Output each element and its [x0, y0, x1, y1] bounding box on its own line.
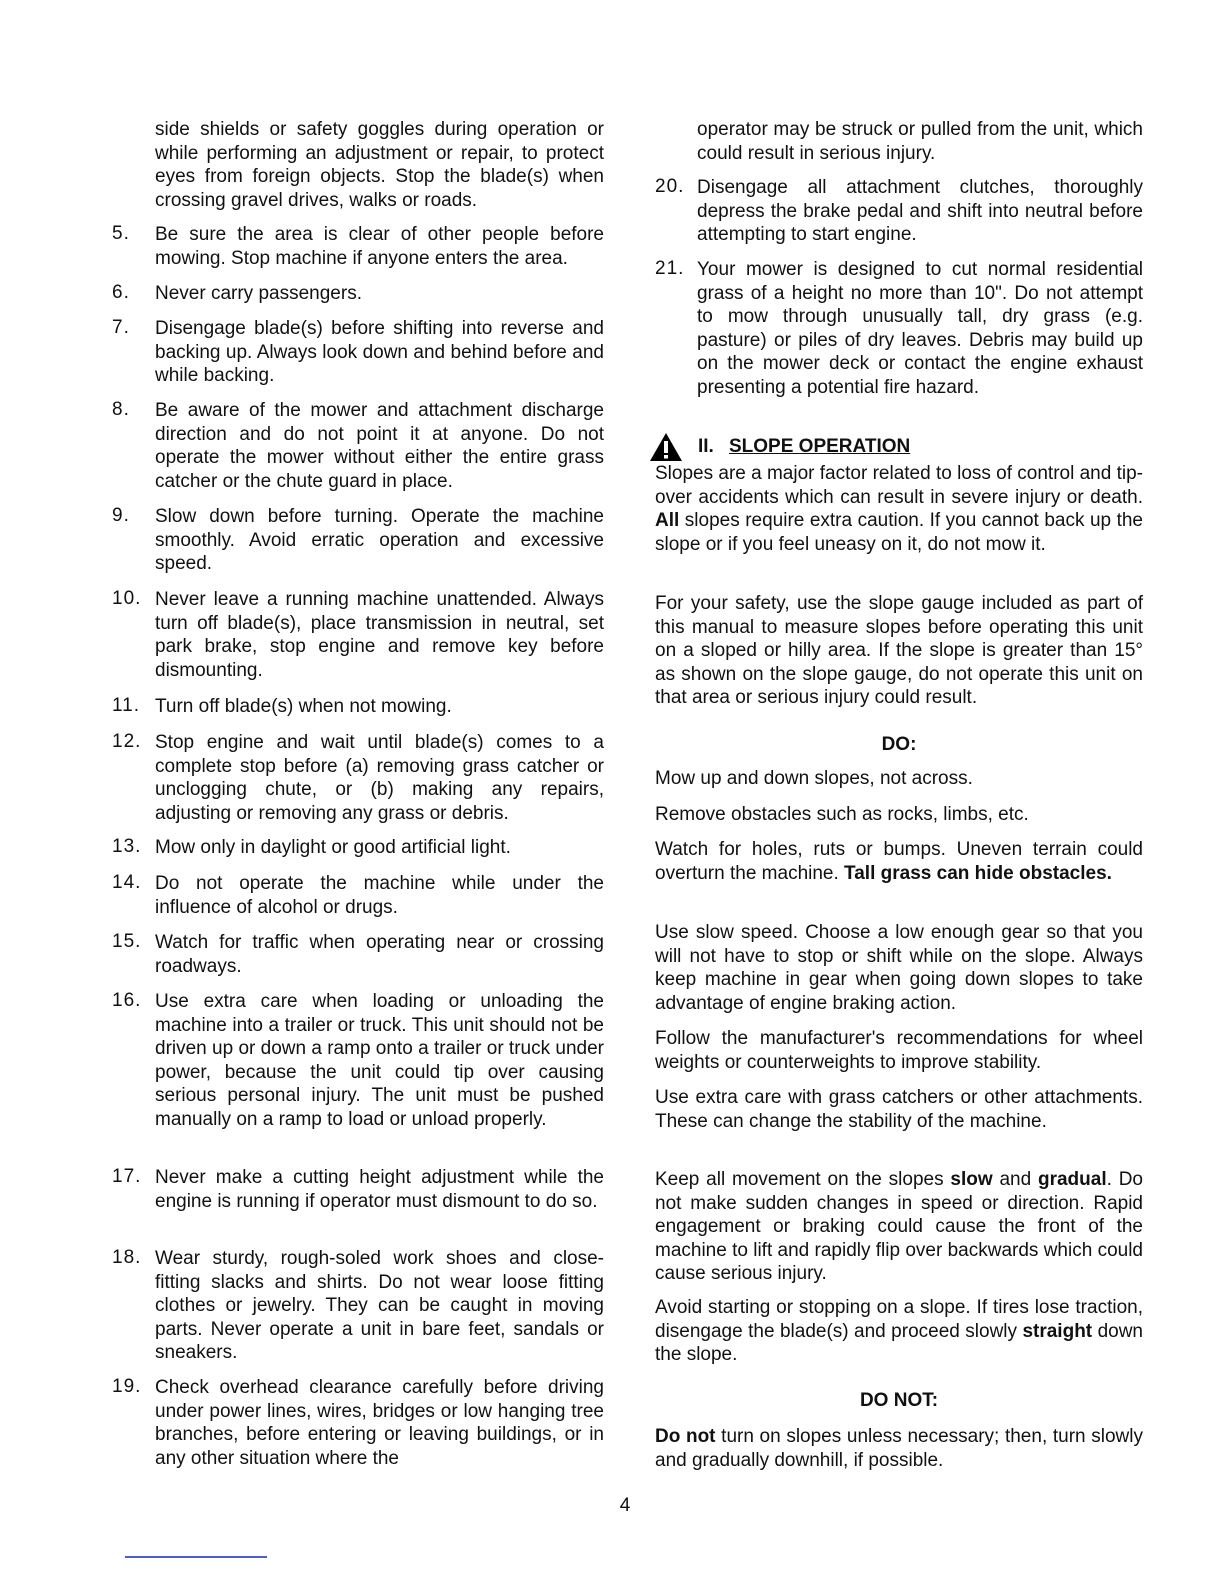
list-item-text: Be aware of the mower and attachment discharge direction and do not point it at anyone. Do not operate the mower without either the entire grass catcher or the chute guard in place. [155, 400, 604, 492]
list-item-text: Watch for traffic when operating near or crossing roadways. [155, 932, 604, 977]
do-item: Follow the manufacturer's recommendations for wheel weights or counterweights to improve stability. [655, 1028, 1143, 1073]
slope-intro-paragraph: Slopes are a major factor related to loss of control and tip-over accidents which can result in severe injury or death. All slopes require extra caution. If you cannot back up the slope or if you feel uneasy on it, do not mow it. [655, 463, 1143, 555]
scan-edge-line [125, 1556, 267, 1558]
list-item-text: Do not operate the machine while under the influence of alcohol or drugs. [155, 873, 604, 918]
do-not-heading: DO NOT: [859, 1390, 939, 1411]
list-item-text: Mow only in daylight or good artificial light. [155, 837, 511, 858]
do-heading: DO: [881, 734, 917, 755]
section-heading-slope-operation [655, 432, 1143, 462]
slope-gauge-paragraph: For your safety, use the slope gauge included as part of this manual to measure slopes before operating this unit on a sloped or hilly area. If the slope is greater than 15° as shown on the slope gauge, do not operate this unit on that area or serious injury could result. [655, 593, 1143, 708]
do-item: Avoid starting or stopping on a slope. If tires lose traction, disengage the blade(s) and proceed slowly straight down the slope. [655, 1297, 1143, 1365]
list-item-text: Stop engine and wait until blade(s) comes to a complete stop before (a) removing grass catcher or unclogging chute, or (b) making any repairs, adjusting or removing any grass or debris. [155, 732, 604, 824]
section-title: SLOPE OPERATION [729, 436, 911, 457]
list-item-text: Turn off blade(s) when not mowing. [155, 696, 452, 717]
list-item-text: Disengage all attachment clutches, thoroughly depress the brake pedal and shift into neutral before attempting to start engine. [697, 177, 1143, 245]
do-item: Use extra care with grass catchers or other attachments. These can change the stability of the machine. [655, 1087, 1143, 1132]
list-item-text: Never make a cutting height adjustment while the engine is running if operator must dismount to do so. [155, 1167, 604, 1212]
list-item-text: Disengage blade(s) before shifting into reverse and backing up. Always look down and behind before and while backing. [155, 318, 604, 386]
list-item-text: Never leave a running machine unattended. Always turn off blade(s), place transmission in neutral, set park brake, stop engine and remove key before dismounting. [155, 589, 604, 681]
list-item-text: Be sure the area is clear of other people before mowing. Stop machine if anyone enters the area. [155, 224, 604, 269]
do-item: Watch for holes, ruts or bumps. Uneven terrain could overturn the machine. Tall grass can hide obstacles. [655, 839, 1143, 884]
warning-triangle-icon [649, 432, 683, 462]
do-item: Remove obstacles such as rocks, limbs, etc. [655, 804, 1029, 825]
list-item-text: Slow down before turning. Operate the machine smoothly. Avoid erratic operation and excessive speed. [155, 506, 604, 574]
list-item-text: Wear sturdy, rough-soled work shoes and close-fitting slacks and shirts. Do not wear loose fitting clothes or jewelry. They can be caught in moving parts. Never operate a unit in bare feet, sandals or sneakers. [155, 1248, 604, 1363]
section-number: II. [698, 436, 714, 457]
right-continuation-text: operator may be struck or pulled from the unit, which could result in serious injury. [697, 119, 1143, 164]
list-item-text: Never carry passengers. [155, 283, 362, 304]
manual-page: side shields or safety goggles during operation or while performing an adjustment or repair, to protect eyes from foreign objects. Stop the blade(s) when crossing gravel drives, walks or roads. 5. Be sure the area is clear of other people before mowing. Stop machine if anyone enters the area. 6. Never carry passengers. 7. Disengage blade(s) before shifting into reverse and backing up. Always look down and behind before and while backing. 8. Be aware of the mower and attachment discharge direction and do not point it at anyone. Do not operate the mower without either the entire grass catcher or the chute guard in place. 9. Slow down before turning. Operate the machine smoothly. Avoid erratic operation and excessive speed. 10. Never leave a running machine unattended. Always turn off blade(s), place transmission in neutral, set park brake, stop engine and remove key before dismounting. 11. Turn off blade(s) when not mowing. 12. Stop engine and wait until blade(s) comes to a complete stop before (a) removing grass catcher or unclogging chute, or (b) making any repairs, adjusting or removing any grass or debris. 13. Mow only in daylight or good artificial light. 14. Do not operate the machine while under the influence of alcohol or drugs. 15. Watch for traffic when operating near or crossing roadways. 16. Use extra care when loading or unloading the machine into a trailer or truck. This unit should not be driven up or down a ramp onto a trailer or truck under power, because the unit could tip over causing serious personal injury. The unit must be pushed manually on a ramp to load or unload properly. 17. Never make a cutting height adjustment while the engine is running if operator must dismount to do so. 18. Wear sturdy, rough-soled work shoes and close-fitting slacks and shirts. Do not wear loose fitting clothes or jewelry. They can be caught in moving parts. Never operate a unit in bare feet, sandals or sneakers. 19. Check overhead clearance carefully before driving under power lines, wires, bridges or low hanging tree branches, before entering or leaving buildings, or in any other situation where the operator may be struck or pulled from the unit, which could result in serious injury. 20. Disengage all attachment clutches, thoroughly depress the brake pedal and shift into neutral before attempting to start engine. 21. Your mower is designed to cut normal residential grass of a height no more than 10". Do not attempt to mow through unusually tall, dry grass (e.g. pasture) or piles of dry leaves. Debris may build up on the mower deck or contact the engine exhaust presenting a potential fire hazard. II. SLOPE OPERATION Slopes are a major factor related to loss of control and tip-over accidents which can result in severe injury or death. All slopes require extra caution. If you cannot back up the slope or if you feel uneasy on it, do not mow it. For your safety, use the slope gauge included as part of this manual to measure slopes before operating this unit on a sloped or hilly area. If the slope is greater than 15° as shown on the slope gauge, do not operate this unit on that area or serious injury could result. DO: Mow up and down slopes, not across. Remove obstacles such as rocks, limbs, etc. Watch for holes, ruts or bumps. Uneven terrain could overturn the machine. Tall grass can hide obstacles. Use slow speed. Choose a low enough gear so that you will not have to stop or shift while on the slope. Always keep machine in gear when going down slopes to take advantage of engine braking action. Follow the manufacturer's recommendations for wheel weights or counterweights to improve stability. Use extra care with grass catchers or other attachments. These can change the stability of the machine. Keep all movement on the slopes slow and gradual. Do not make sudden changes in speed or direction. Rapid engagement or braking could cause the front of the machine to lift and rapidly flip over backwards which could cause serious injury. Avoid starting or stopping on a slope. If tires lose traction, disengage the blade(s) and proceed slowly straight down the slope. DO NOT: Do not turn on slopes unless necessary; then, turn slowly and gradually downhill, if possible. 4 [0, 0, 1224, 1584]
left-continuation-text: side shields or safety goggles during operation or while performing an adjustment or repair, to protect eyes from foreign objects. Stop the blade(s) when crossing gravel drives, walks or roads. [155, 119, 604, 211]
do-item: Use slow speed. Choose a low enough gear so that you will not have to stop or shift while on the slope. Always keep machine in gear when going down slopes to take advantage of engine braking action. [655, 922, 1143, 1014]
do-item: Mow up and down slopes, not across. [655, 768, 973, 789]
list-item-text: Check overhead clearance carefully before driving under power lines, wires, bridges or low hanging tree branches, before entering or leaving buildings, or in any other situation where the [155, 1377, 604, 1469]
page-number: 4 [619, 1495, 631, 1516]
list-item-text: Your mower is designed to cut normal residential grass of a height no more than 10". Do not attempt to mow through unusually tall, dry grass (e.g. pasture) or piles of dry leaves. Debris may build up on the mower deck or contact the engine exhaust presenting a potential fire hazard. [697, 259, 1143, 398]
do-not-item: Do not turn on slopes unless necessary; then, turn slowly and gradually downhill, if possible. [655, 1426, 1143, 1471]
list-item-text: Use extra care when loading or unloading the machine into a trailer or truck. This unit should not be driven up or down a ramp onto a trailer or truck under power, because the unit could tip over causing serious personal injury. The unit must be pushed manually on a ramp to load or unload properly. [155, 991, 604, 1130]
do-item: Keep all movement on the slopes slow and gradual. Do not make sudden changes in speed or direction. Rapid engagement or braking could cause the front of the machine to lift and rapidly flip over backwards which could cause serious injury. [655, 1169, 1143, 1284]
